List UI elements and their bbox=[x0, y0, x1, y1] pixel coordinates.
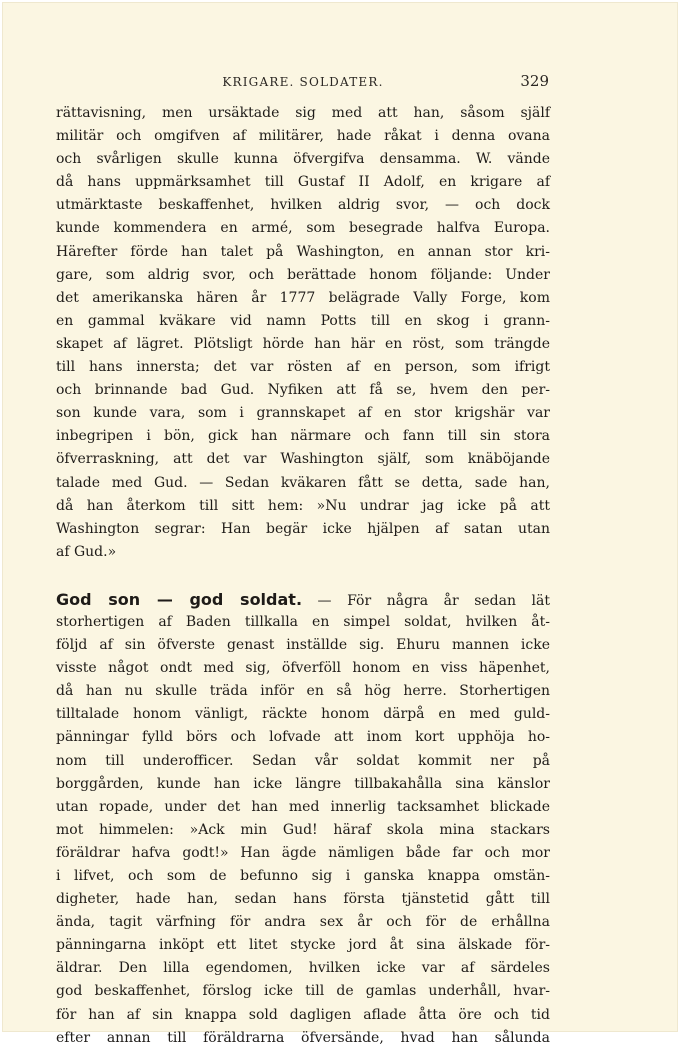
text-line: nom till underofficer. Sedan vår soldat kommit ner på bbox=[56, 752, 550, 769]
section-heading: God son — god soldat. bbox=[56, 589, 303, 609]
text-line: det amerikanska hären år 1777 belägrade Vally Forge, kom bbox=[56, 289, 550, 306]
text-line: Härefter förde han talet på Washington, en annan stor kri- bbox=[56, 243, 550, 260]
text-line: utmärktaste beskaffenhet, hvilken aldrig svor, — och dock bbox=[56, 197, 550, 214]
paragraph-washington bbox=[56, 102, 550, 564]
text-line: följd af sin öfverste genast inställde sig. Ehuru mannen icke bbox=[56, 637, 550, 654]
text-line: då han nu skulle träda inför en så hög herre. Storhertigen bbox=[56, 683, 550, 700]
text-line: af Gud.» bbox=[56, 543, 117, 560]
section-first-line-text: — För några år sedan lät bbox=[302, 592, 550, 609]
text-line: storhertigen af Baden tillkalla en simpel soldat, hvilken åt- bbox=[56, 613, 550, 630]
section-god-son bbox=[56, 588, 550, 1050]
text-line: för han af sin knappa sold dagligen aflade åtta öre och tid bbox=[56, 1006, 550, 1023]
text-line: gare, som aldrig svor, och berättade honom följande: Under bbox=[56, 266, 550, 283]
body-text bbox=[56, 102, 550, 1050]
text-line: då han återkom till sitt hem: »Nu undrar jag icke på att bbox=[56, 497, 550, 514]
text-line: talade med Gud. — Sedan kväkaren fått se detta, sade han, bbox=[56, 474, 550, 491]
text-line: tilltalade honom vänligt, räckte honom därpå en med guld- bbox=[56, 706, 550, 723]
text-line: och brinnande bad Gud. Nyfiken att få se, hvem den per- bbox=[56, 382, 550, 399]
section-first-line bbox=[56, 588, 550, 611]
text-line: pänningar fylld börs och lofvade att inom kort upphöja ho- bbox=[56, 729, 550, 746]
paragraph-gap bbox=[56, 564, 550, 588]
text-line: visste något ondt med sig, öfverföll honom en viss häpenhet, bbox=[56, 660, 550, 677]
text-line: och svårligen skulle kunna öfvergifva densamma. W. vände bbox=[56, 151, 550, 168]
text-line: efter annan till föräldrarna öfversände, hvad han sålunda bbox=[56, 1029, 550, 1046]
text-line: skapet af lägret. Plötsligt hörde han här en röst, som trängde bbox=[56, 335, 550, 352]
text-line: militär och omgifven af militärer, hade råkat i denna ovana bbox=[56, 128, 550, 145]
text-line: digheter, hade han, sedan hans första tjänstetid gått till bbox=[56, 891, 550, 908]
text-line: öfverraskning, att det var Washington själf, som knäböjande bbox=[56, 451, 550, 468]
text-line: Washington segrar: Han begär icke hjälpen af satan utan bbox=[56, 520, 550, 537]
text-line: äldrar. Den lilla egendomen, hvilken icke var af särdeles bbox=[56, 960, 550, 977]
text-line: kunde kommendera en armé, som besegrade halfva Europa. bbox=[56, 220, 550, 237]
text-line: pänningarna inköpt ett litet stycke jord åt sina älskade för- bbox=[56, 937, 550, 954]
text-line: son kunde vara, som i grannskapet af en stor krigshär var bbox=[56, 405, 550, 422]
text-line: inbegripen i bön, gick han närmare och fann till sin stora bbox=[56, 428, 550, 445]
text-line: god beskaffenhet, förslog icke till de gamlas underhåll, hvar- bbox=[56, 983, 550, 1000]
text-line: ända, tagit värfning för andra sex år och för de erhållna bbox=[56, 914, 550, 931]
running-title: KRIGARE. SOLDATER. bbox=[222, 75, 384, 89]
text-line: utan ropade, under det han med innerlig tacksamhet blickade bbox=[56, 798, 550, 815]
book-page bbox=[2, 2, 678, 1046]
text-line: till hans innersta; det var rösten af en person, som ifrigt bbox=[56, 359, 550, 376]
text-line: borggården, kunde han icke längre tillbakahålla sina känslor bbox=[56, 775, 550, 792]
text-line: en gammal kväkare vid namn Potts till en skog i grann- bbox=[56, 312, 550, 329]
text-line: föräldrar hafva godt!» Han ägde nämligen både far och mor bbox=[56, 844, 550, 861]
text-line: rättavisning, men ursäktade sig med att han, såsom själf bbox=[56, 105, 550, 121]
text-line: mot himmelen: »Ack min Gud! häraf skola mina stackars bbox=[56, 821, 550, 838]
page-header bbox=[57, 72, 549, 94]
text-line: i lifvet, och som de befunno sig i ganska knappa omstän- bbox=[56, 868, 550, 884]
text-line: då hans uppmärksamhet till Gustaf II Adolf, en krigare af bbox=[56, 174, 550, 191]
page-number: 329 bbox=[520, 72, 549, 90]
